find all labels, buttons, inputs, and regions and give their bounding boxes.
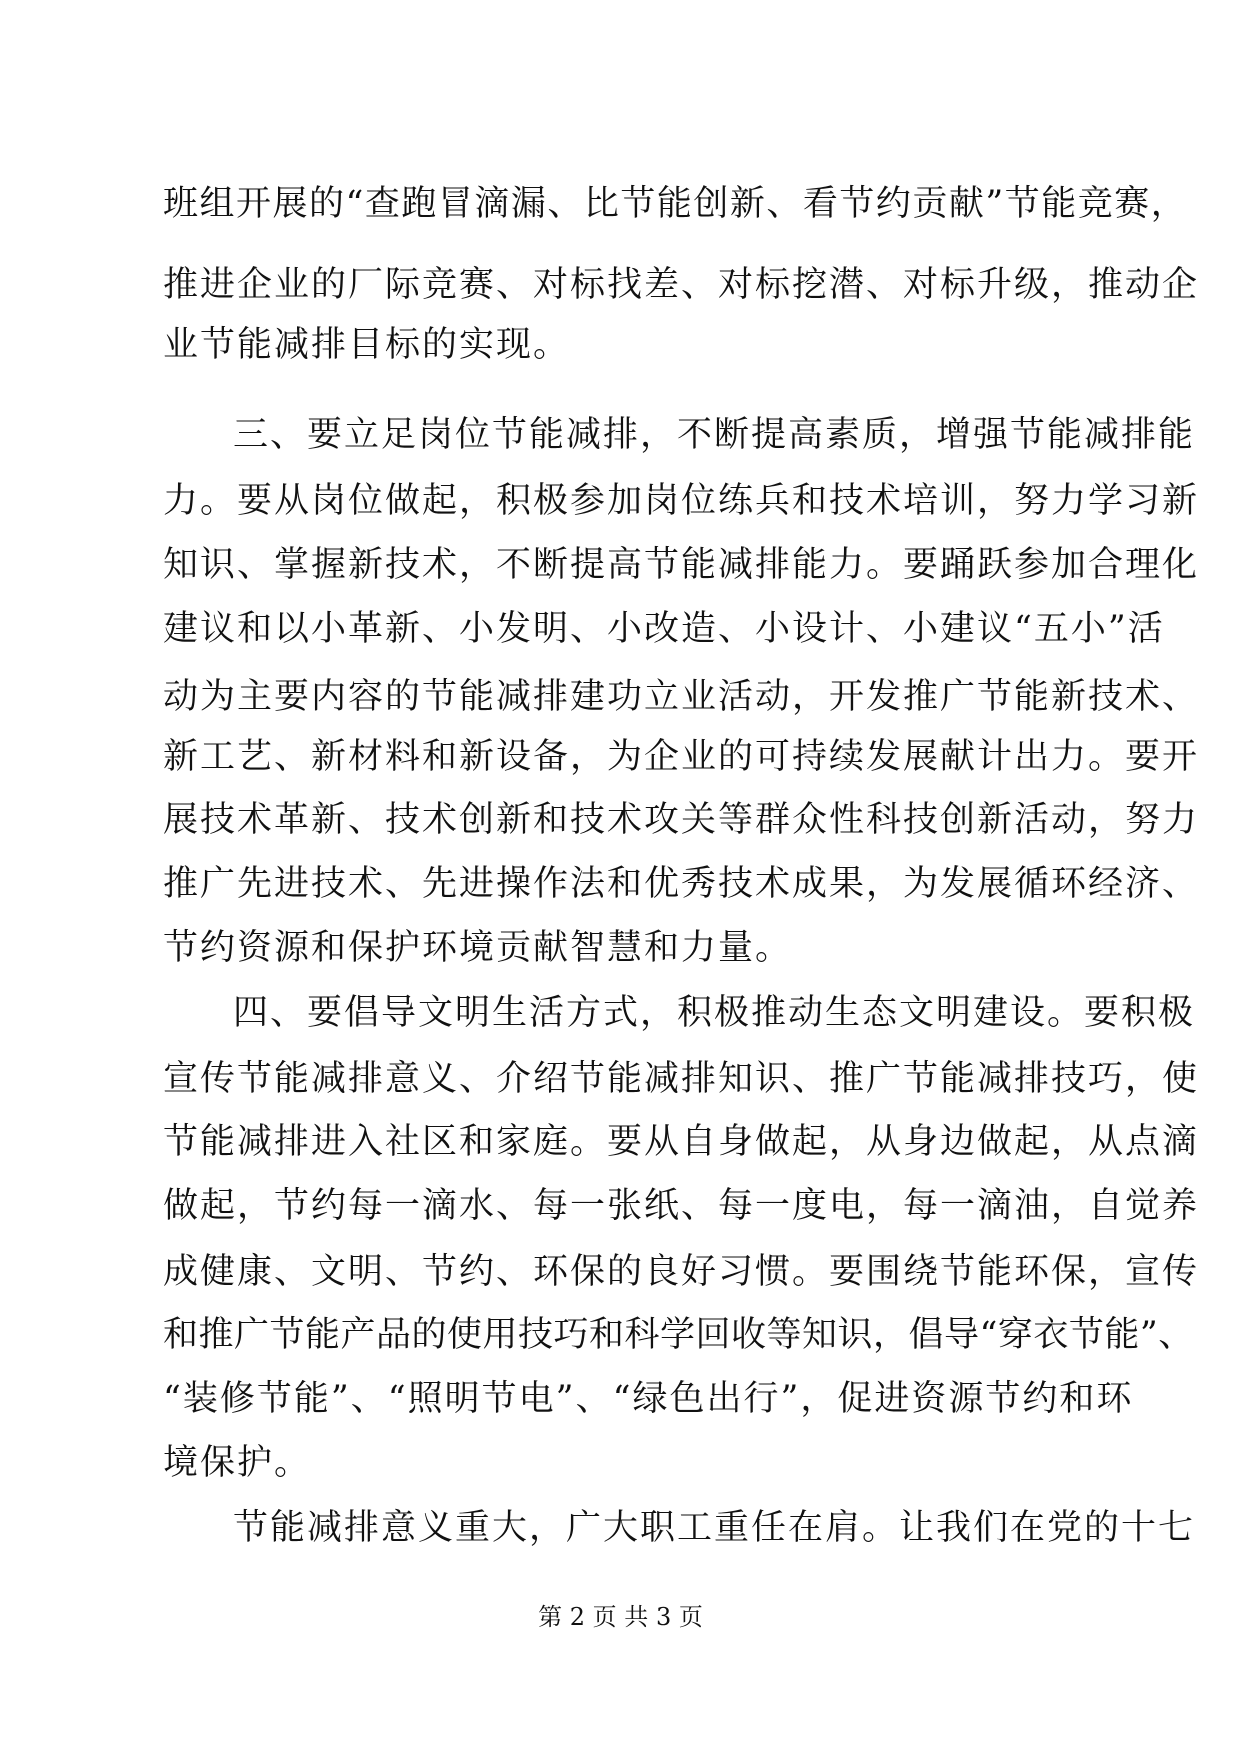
text-line: 力。要从岗位做起，积极参加岗位练兵和技术培训，努力学习新 [163,481,1200,521]
text-line: 业节能减排目标的实现。 [163,325,571,365]
text-line: 知识、掌握新技术，不断提高节能减排能力。要踊跃参加合理化 [163,545,1200,585]
text-line: 和推广节能产品的使用技巧和科学回收等知识，倡导“穿衣节能”、 [163,1315,1194,1355]
text-line: 境保护。 [163,1443,312,1483]
paragraph-closing-start: 节能减排意义重大，广大职工重任在肩。让我们在党的十七 [233,1508,1196,1548]
text-line: 宣传节能减排意义、介绍节能减排知识、推广节能减排技巧，使 [163,1059,1200,1099]
text-line: 动为主要内容的节能减排建功立业活动，开发推广节能新技术、 [163,677,1200,717]
text-line: 推广先进技术、先进操作法和优秀技术成果，为发展循环经济、 [163,864,1200,904]
page-number-footer: 第 2 页 共 3 页 [538,1603,703,1631]
text-line: 做起，节约每一滴水、每一张纸、每一度电，每一滴油，自觉养 [163,1186,1200,1226]
text-line: 班组开展的“查跑冒滴漏、比节能创新、看节约贡献”节能竞赛， [163,184,1188,224]
text-line: 成健康、文明、节约、环保的良好习惯。要围绕节能环保，宣传 [163,1252,1200,1292]
text-line: 建议和以小革新、小发明、小改造、小设计、小建议“五小”活 [163,609,1165,649]
text-line: 推进企业的厂际竞赛、对标找差、对标挖潜、对标升级，推动企 [163,265,1200,305]
paragraph-three-start: 三、要立足岗位节能减排，不断提高素质，增强节能减排能 [233,415,1196,455]
paragraph-four-start: 四、要倡导文明生活方式，积极推动生态文明建设。要积极 [233,993,1196,1033]
text-line: 节约资源和保护环境贡献智慧和力量。 [163,928,793,968]
text-line: “装修节能”、“照明节电”、“绿色出行”，促进资源节约和环 [163,1379,1134,1419]
text-line: 展技术革新、技术创新和技术攻关等群众性科技创新活动，努力 [163,800,1200,840]
text-line: 新工艺、新材料和新设备，为企业的可持续发展献计出力。要开 [163,737,1200,777]
text-line: 节能减排进入社区和家庭。要从自身做起，从身边做起，从点滴 [163,1122,1200,1162]
